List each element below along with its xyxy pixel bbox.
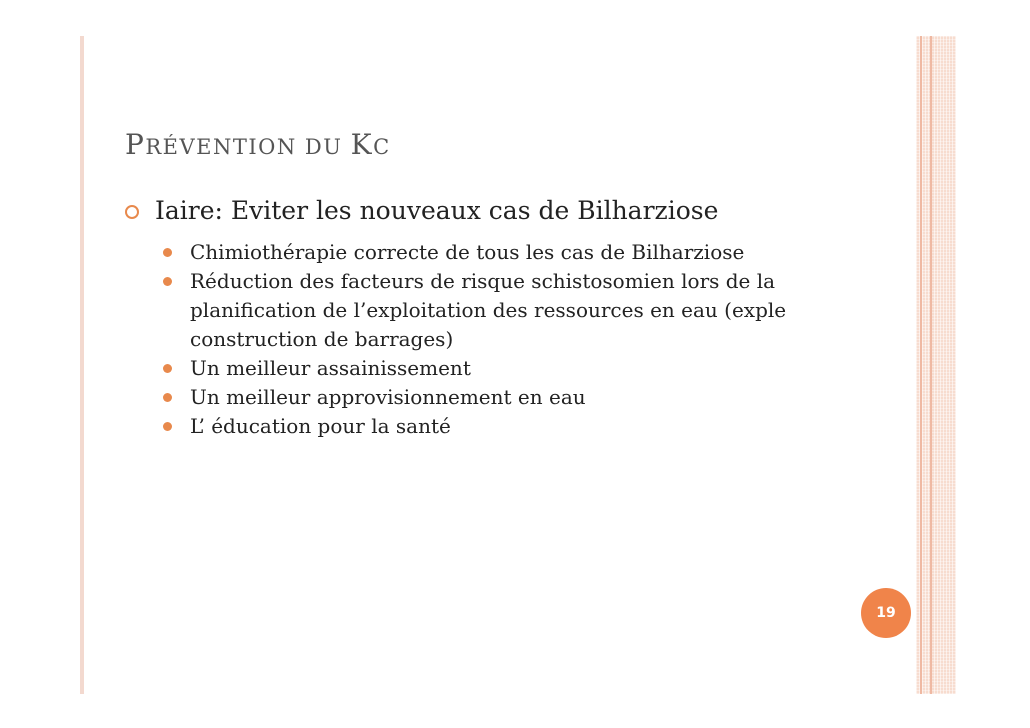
- dot-bullet-icon: [163, 422, 172, 431]
- slide-title: PRÉVENTION DU KC: [125, 128, 391, 161]
- level1-text: Iaire: Eviter les nouveaux cas de Bilharziose: [155, 196, 719, 225]
- sub-bullet-list: [160, 238, 840, 441]
- list-item: Un meilleur assainissement: [160, 354, 840, 383]
- page-number-badge: 19: [861, 588, 911, 638]
- list-item: L’ éducation pour la santé: [160, 412, 840, 441]
- list-item: Chimiothérapie correcte de tous les cas de Bilharziose: [160, 238, 840, 267]
- ring-bullet-icon: [125, 205, 139, 219]
- right-band-stripe: [920, 36, 922, 694]
- left-decorative-rule: [80, 36, 84, 694]
- dot-bullet-icon: [163, 248, 172, 257]
- right-decorative-band: [916, 36, 956, 694]
- dot-bullet-icon: [163, 364, 172, 373]
- dot-bullet-icon: [163, 277, 172, 286]
- list-item: Un meilleur approvisionnement en eau: [160, 383, 840, 412]
- list-item: Réduction des facteurs de risque schistosomien lors de la planification de l’exploitation des ressources en eau (exple construction de barrages): [160, 267, 840, 354]
- dot-bullet-icon: [163, 393, 172, 402]
- right-band-stripe: [930, 36, 932, 694]
